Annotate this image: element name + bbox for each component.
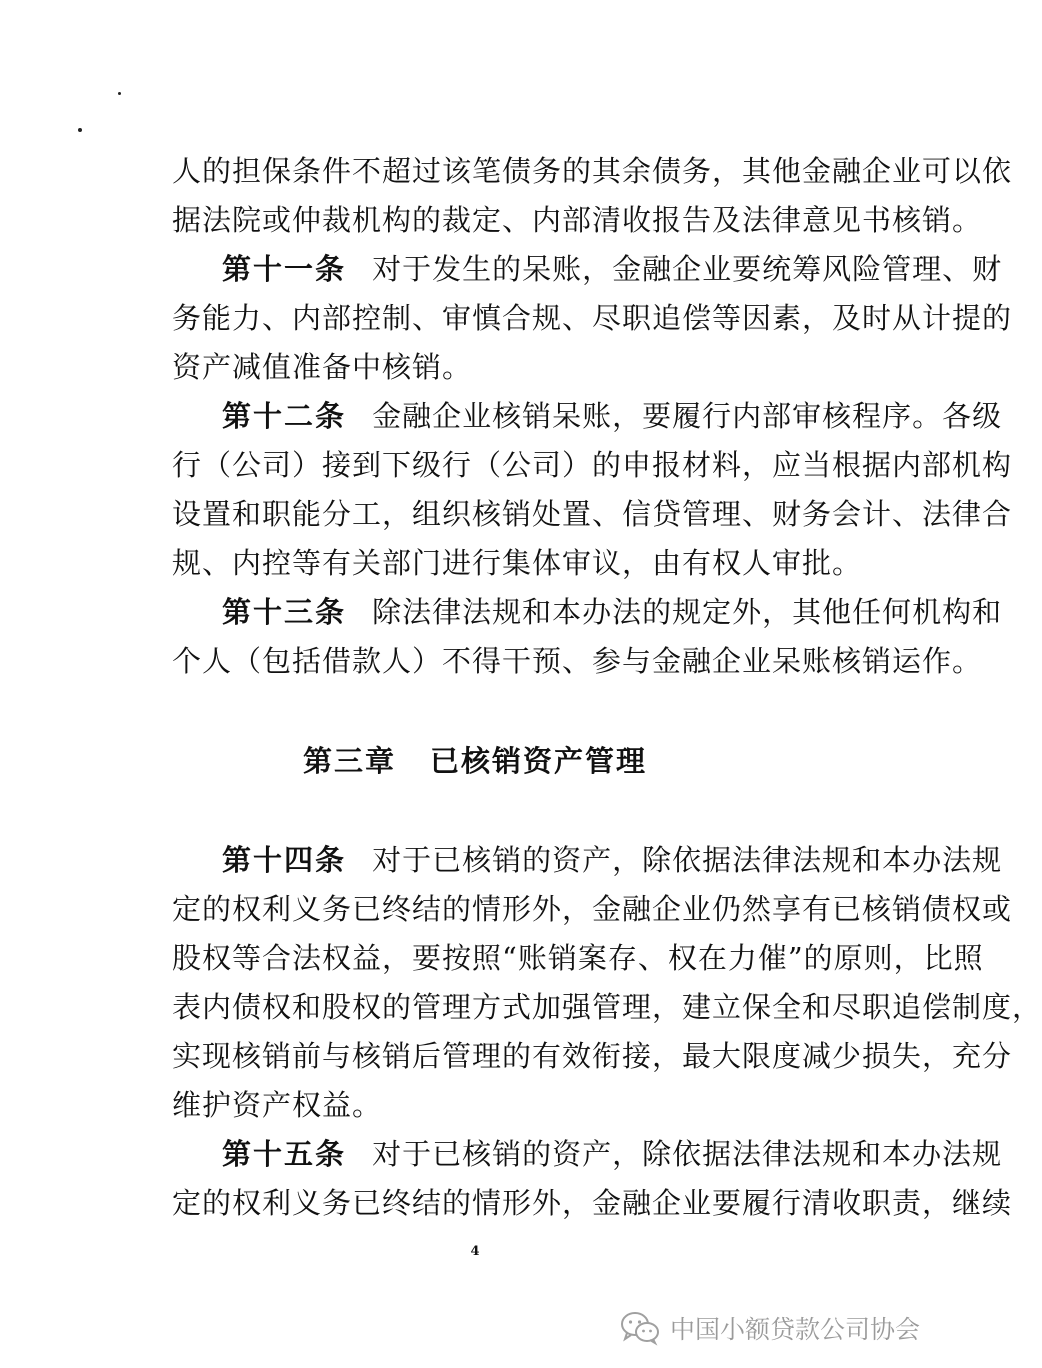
article-label: 第十一条 (222, 252, 347, 286)
text-line (0, 489, 1013, 539)
chapter-heading (0, 736, 950, 786)
article-label: 第十二条 (222, 399, 347, 433)
text-line (0, 1031, 1013, 1081)
line-text: 定的权利义务已终结的情形外，金融企业要履行清收职责，继续 (172, 1186, 1013, 1220)
text-line (0, 1178, 1013, 1228)
text-line (0, 1080, 950, 1130)
article-14-first-line (0, 835, 1003, 885)
chapter-number: 第三章 (302, 744, 396, 778)
line-text: 对于发生的呆账，金融企业要统筹风险管理、财 (372, 252, 1003, 286)
watermark (620, 1308, 920, 1348)
line-text: 除法律法规和本办法的规定外，其他任何机构和 (372, 595, 1003, 629)
line-text: 表内债权和股权的管理方式加强管理，建立保全和尽职追偿制度， (172, 990, 1042, 1024)
scan-speck (118, 92, 121, 95)
page-number: 4 (470, 1244, 480, 1259)
article-label: 第十四条 (222, 843, 347, 877)
text-line (0, 146, 1013, 196)
line-text: 定的权利义务已终结的情形外，金融企业仍然享有已核销债权或 (172, 892, 1013, 926)
article-12-first-line (0, 391, 1003, 441)
line-text: 资产减值准备中核销。 (172, 350, 473, 384)
text-line (0, 884, 1013, 934)
article-13-first-line (0, 587, 1003, 637)
line-text: 金融企业核销呆账，要履行内部审核程序。各级 (372, 399, 1003, 433)
line-text: 个人（包括借款人）不得干预、参与金融企业呆账核销运作。 (172, 644, 983, 678)
text-line (0, 933, 984, 983)
article-11-first-line (0, 244, 1003, 294)
line-text: 规、内控等有关部门进行集体审议，由有权人审批。 (172, 546, 863, 580)
line-text: 维护资产权益。 (172, 1088, 383, 1122)
line-text: 对于已核销的资产，除依据法律法规和本办法规 (372, 843, 1003, 877)
line-text: 人的担保条件不超过该笔债务的其余债务，其他金融企业可以依 (172, 154, 1013, 188)
text-line (0, 440, 1013, 490)
text-line (0, 538, 950, 588)
line-text: 对于已核销的资产，除依据法律法规和本办法规 (372, 1137, 1003, 1171)
article-label: 第十五条 (222, 1137, 347, 1171)
text-line (0, 342, 950, 392)
text-line (0, 982, 1042, 1032)
watermark-text: 中国小额贷款公司协会 (669, 1315, 920, 1344)
article-label: 第十三条 (222, 595, 347, 629)
scan-speck (78, 128, 82, 132)
line-text: 设置和职能分工，组织核销处置、信贷管理、财务会计、法律合 (172, 497, 1013, 531)
text-line (0, 636, 983, 686)
line-text: 实现核销前与核销后管理的有效衔接，最大限度减少损失，充分 (172, 1039, 1013, 1073)
line-text: 据法院或仲裁机构的裁定、内部清收报告及法律意见书核销。 (172, 203, 983, 237)
text-line (0, 195, 983, 245)
line-text: 行（公司）接到下级行（公司）的申报材料，应当根据内部机构 (172, 448, 1013, 482)
wechat-icon (620, 1311, 660, 1345)
chapter-title: 已核销资产管理 (430, 744, 648, 778)
article-15-first-line (0, 1129, 1003, 1179)
line-text: 务能力、内部控制、审慎合规、尽职追偿等因素，及时从计提的 (172, 301, 1013, 335)
text-line (0, 293, 1013, 343)
line-text: 股权等合法权益，要按照“账销案存、权在力催”的原则，比照 (172, 941, 984, 975)
